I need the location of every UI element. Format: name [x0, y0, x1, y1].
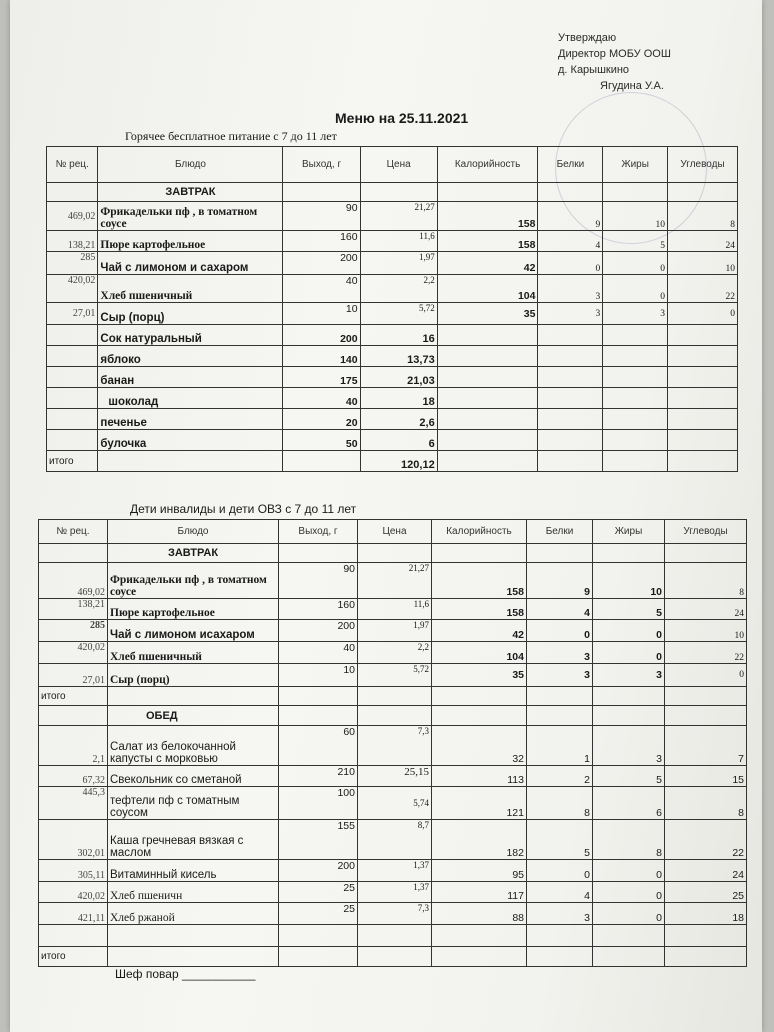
cell-dish: Хлеб пшеничный: [108, 642, 279, 664]
cell-out: 100: [279, 787, 358, 820]
cell-fat: 10: [593, 563, 665, 599]
table-row: [47, 303, 738, 325]
cell-fat: 6: [593, 787, 665, 820]
cell-dish: Хлеб ржаной: [108, 903, 279, 925]
cell-out: 25: [279, 903, 358, 925]
cell-carb: 10: [665, 620, 747, 642]
table-row: [47, 409, 738, 430]
cell-fat: 8: [593, 820, 665, 860]
cell-price: 21,27: [360, 202, 437, 231]
header-prot: Белки: [527, 520, 593, 544]
cell-prot: 5: [527, 820, 593, 860]
cell-prot: 1: [527, 726, 593, 766]
cell-dish: Пюре картофельное: [108, 599, 279, 620]
table-row: [39, 726, 747, 766]
header-fat: Жиры: [593, 520, 665, 544]
section2-title: Дети инвалиды и дети ОВЗ с 7 до 11 лет: [130, 502, 357, 516]
table-row: [39, 882, 747, 903]
cell-price: 5,74: [358, 787, 432, 820]
cell-price: 5,72: [360, 303, 437, 325]
table-row: [39, 620, 747, 642]
cell-out: 160: [279, 599, 358, 620]
cell-dish: Чай с лимоном и сахаром: [98, 252, 283, 275]
cell-dish: Витаминный кисель: [108, 860, 279, 882]
section-lunch: ОБЕД: [108, 706, 279, 726]
cell-price: 25,15: [358, 766, 432, 787]
cell-carb: 22: [665, 642, 747, 664]
cell-prot: 3: [527, 664, 593, 687]
table-row: [39, 766, 747, 787]
header-carb: Углеводы: [668, 147, 738, 183]
cell-rec: 2,1: [39, 726, 108, 766]
cell-dish: Фрикадельки пф , в томатном соусе: [108, 563, 279, 599]
cell-carb: 10: [668, 252, 738, 275]
cell-out: 200: [283, 325, 360, 346]
table-row: [47, 202, 738, 231]
cell-price: 13,73: [360, 346, 437, 367]
cell-price: 2,2: [360, 275, 437, 303]
chef-signature: Шеф повар ___________: [115, 967, 256, 981]
cell-rec: 138,21: [39, 599, 108, 620]
total-label: итого: [39, 947, 108, 967]
table-row: [47, 231, 738, 252]
cell-prot: 9: [527, 563, 593, 599]
cell-out: 40: [283, 388, 360, 409]
cell-dish: яблоко: [98, 346, 283, 367]
cell-fat: 3: [603, 303, 668, 325]
cell-fat: 0: [603, 275, 668, 303]
cell-dish: Фрикадельки пф , в томатном соусе: [98, 202, 283, 231]
section-row: [39, 706, 747, 726]
cell-price: 11,6: [358, 599, 432, 620]
total-row: [39, 687, 747, 706]
cell-out: 40: [279, 642, 358, 664]
header-carb: Углеводы: [665, 520, 747, 544]
table-row: [39, 664, 747, 687]
cell-dish: банан: [98, 367, 283, 388]
cell-kcal: 42: [432, 620, 527, 642]
cell-prot: 0: [527, 620, 593, 642]
cell-kcal: 113: [432, 766, 527, 787]
approval-block: [558, 30, 671, 94]
cell-kcal: 121: [432, 787, 527, 820]
cell-rec: 138,21: [47, 231, 98, 252]
header-dish: Блюдо: [108, 520, 279, 544]
section-row: [47, 183, 738, 202]
cell-dish: печенье: [98, 409, 283, 430]
cell-kcal: 158: [437, 231, 538, 252]
table-row: [47, 346, 738, 367]
cell-prot: 4: [527, 882, 593, 903]
cell-out: 210: [279, 766, 358, 787]
section-breakfast: ЗАВТРАК: [98, 183, 283, 202]
cell-price: 1,37: [358, 860, 432, 882]
approval-line-2: Директор МОБУ ООШ: [558, 48, 671, 60]
cell-carb: 0: [668, 303, 738, 325]
cell-carb: 25: [665, 882, 747, 903]
cell-carb: 8: [668, 202, 738, 231]
cell-carb: 8: [665, 563, 747, 599]
cell-out: 160: [283, 231, 360, 252]
section1-title: Горячее бесплатное питание с 7 до 11 лет: [125, 129, 337, 143]
table-row: [47, 367, 738, 388]
table-row: [47, 430, 738, 451]
cell-rec: 67,32: [39, 766, 108, 787]
table-header: [47, 147, 738, 183]
cell-out: 40: [283, 275, 360, 303]
cell-price: 7,3: [358, 726, 432, 766]
cell-prot: 3: [527, 642, 593, 664]
cell-fat: 0: [593, 620, 665, 642]
cell-prot: 0: [527, 860, 593, 882]
cell-kcal: 35: [437, 303, 538, 325]
cell-rec: 420,02: [39, 882, 108, 903]
cell-dish: Сыр (порц): [98, 303, 283, 325]
cell-rec: 420,02: [39, 642, 108, 664]
cell-rec: 285: [39, 620, 108, 642]
cell-out: 90: [279, 563, 358, 599]
cell-prot: 3: [527, 903, 593, 925]
cell-price: 2,6: [360, 409, 437, 430]
cell-rec: 445,3: [39, 787, 108, 820]
cell-fat: 0: [593, 860, 665, 882]
cell-kcal: 104: [432, 642, 527, 664]
total-price: 120,12: [360, 451, 437, 472]
cell-kcal: 158: [432, 599, 527, 620]
cell-carb: 7: [665, 726, 747, 766]
cell-rec: 469,02: [47, 202, 98, 231]
cell-price: 1,97: [358, 620, 432, 642]
total-row: [47, 451, 738, 472]
table-header: [39, 520, 747, 544]
cell-kcal: 35: [432, 664, 527, 687]
table-row: [47, 252, 738, 275]
table-row: [47, 325, 738, 346]
header-kcal: Калорийность: [432, 520, 527, 544]
cell-carb: 24: [665, 599, 747, 620]
section-row: [39, 544, 747, 563]
cell-fat: 0: [593, 882, 665, 903]
cell-kcal: 32: [432, 726, 527, 766]
cell-dish: Каша гречневая вязкая с маслом: [108, 820, 279, 860]
cell-price: 7,3: [358, 903, 432, 925]
approval-line-4: Ягудина У.А.: [600, 80, 664, 92]
header-out: Выход, г: [279, 520, 358, 544]
header-fat: Жиры: [603, 147, 668, 183]
cell-carb: 22: [665, 820, 747, 860]
cell-dish: Хлеб пшеничн: [108, 882, 279, 903]
cell-carb: 0: [665, 664, 747, 687]
cell-out: 175: [283, 367, 360, 388]
cell-fat: 3: [593, 664, 665, 687]
cell-out: 140: [283, 346, 360, 367]
cell-price: 5,72: [358, 664, 432, 687]
header-price: Цена: [360, 147, 437, 183]
cell-price: 6: [360, 430, 437, 451]
table-row: [39, 599, 747, 620]
cell-rec: 469,02: [39, 563, 108, 599]
table-row: [39, 787, 747, 820]
cell-dish: Свекольник со сметаной: [108, 766, 279, 787]
cell-rec: 421,11: [39, 903, 108, 925]
cell-fat: 0: [593, 642, 665, 664]
header-rec: № рец.: [47, 147, 98, 183]
header-rec: № рец.: [39, 520, 108, 544]
cell-dish: Пюре картофельное: [98, 231, 283, 252]
cell-rec: 285: [47, 252, 98, 275]
cell-out: 50: [283, 430, 360, 451]
cell-dish: тефтели пф с томатным соусом: [108, 787, 279, 820]
cell-carb: 15: [665, 766, 747, 787]
cell-kcal: 42: [437, 252, 538, 275]
cell-fat: 5: [603, 231, 668, 252]
cell-out: 90: [283, 202, 360, 231]
cell-out: 25: [279, 882, 358, 903]
cell-prot: 2: [527, 766, 593, 787]
total-row: [39, 947, 747, 967]
header-price: Цена: [358, 520, 432, 544]
cell-dish: Сыр (порц): [108, 664, 279, 687]
header-dish: Блюдо: [98, 147, 283, 183]
cell-price: 16: [360, 325, 437, 346]
header-kcal: Калорийность: [437, 147, 538, 183]
cell-out: 10: [279, 664, 358, 687]
cell-out: 20: [283, 409, 360, 430]
cell-dish: булочка: [98, 430, 283, 451]
cell-kcal: 182: [432, 820, 527, 860]
section-breakfast: ЗАВТРАК: [108, 544, 279, 563]
table-row: [39, 820, 747, 860]
cell-out: 60: [279, 726, 358, 766]
cell-fat: 5: [593, 766, 665, 787]
blank-row: [39, 925, 747, 947]
cell-rec: 27,01: [39, 664, 108, 687]
cell-price: 1,97: [360, 252, 437, 275]
table-row: [47, 388, 738, 409]
cell-rec: 302,01: [39, 820, 108, 860]
cell-fat: 3: [593, 726, 665, 766]
cell-kcal: 95: [432, 860, 527, 882]
cell-kcal: 158: [432, 563, 527, 599]
cell-out: 10: [283, 303, 360, 325]
cell-prot: 3: [538, 275, 603, 303]
cell-out: 200: [279, 860, 358, 882]
cell-price: 1,37: [358, 882, 432, 903]
cell-kcal: 104: [437, 275, 538, 303]
cell-rec: 305,11: [39, 860, 108, 882]
cell-out: 155: [279, 820, 358, 860]
total-label: итого: [39, 687, 108, 706]
table-row: [39, 903, 747, 925]
cell-carb: 22: [668, 275, 738, 303]
cell-prot: 3: [538, 303, 603, 325]
cell-dish: Сок натуральный: [98, 325, 283, 346]
cell-carb: 24: [665, 860, 747, 882]
cell-carb: 8: [665, 787, 747, 820]
cell-fat: 10: [603, 202, 668, 231]
cell-price: 8,7: [358, 820, 432, 860]
approval-line-3: д. Карышкино: [558, 64, 630, 76]
approval-line-1: Утверждаю: [558, 32, 617, 44]
table-row: [39, 860, 747, 882]
cell-prot: 4: [538, 231, 603, 252]
cell-kcal: 88: [432, 903, 527, 925]
table-row: [47, 275, 738, 303]
cell-price: 21,03: [360, 367, 437, 388]
cell-price: 2,2: [358, 642, 432, 664]
cell-price: 11,6: [360, 231, 437, 252]
cell-prot: 9: [538, 202, 603, 231]
cell-prot: 8: [527, 787, 593, 820]
cell-price: 18: [360, 388, 437, 409]
cell-out: 200: [279, 620, 358, 642]
cell-prot: 0: [538, 252, 603, 275]
total-label: итого: [47, 451, 98, 472]
cell-out: 200: [283, 252, 360, 275]
cell-dish: Хлеб пшеничный: [98, 275, 283, 303]
cell-dish: шоколад: [98, 388, 283, 409]
cell-fat: 0: [593, 903, 665, 925]
cell-carb: 24: [668, 231, 738, 252]
table-row: [39, 642, 747, 664]
cell-price: 21,27: [358, 563, 432, 599]
table-row: [39, 563, 747, 599]
cell-rec: 420,02: [47, 275, 98, 303]
cell-rec: 27,01: [47, 303, 98, 325]
cell-fat: 5: [593, 599, 665, 620]
header-out: Выход, г: [283, 147, 360, 183]
cell-prot: 4: [527, 599, 593, 620]
cell-dish: Салат из белокочанной капусты с морковью: [108, 726, 279, 766]
cell-kcal: 117: [432, 882, 527, 903]
cell-carb: 18: [665, 903, 747, 925]
header-prot: Белки: [538, 147, 603, 183]
cell-fat: 0: [603, 252, 668, 275]
menu-table-2: [38, 519, 747, 967]
menu-table-1: [46, 146, 738, 472]
cell-kcal: 158: [437, 202, 538, 231]
cell-dish: Чай с лимоном исахаром: [108, 620, 279, 642]
page-title: Меню на 25.11.2021: [335, 110, 469, 126]
